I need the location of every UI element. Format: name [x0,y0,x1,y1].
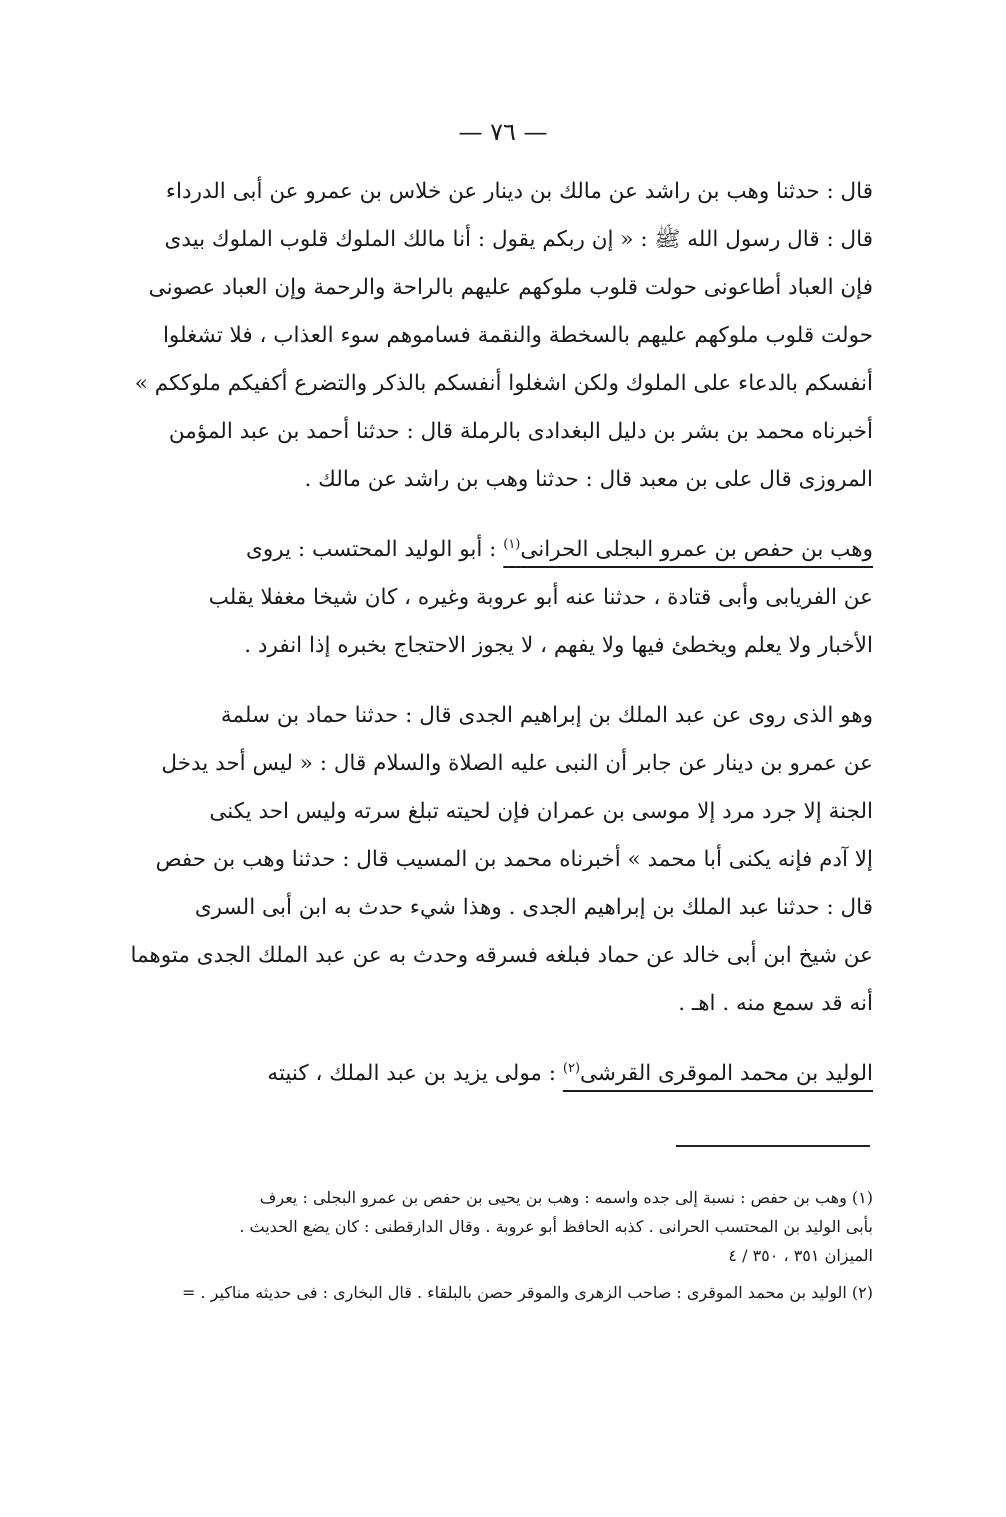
entry-heading-line [128,1050,873,1098]
text-line: وهو الذى روى عن عبد الملك بن إبراهيم الجدى قال : حدثنا حماد بن سلمة [220,703,873,728]
footnote-line: الميزان ٣٥١ ، ٣٥٠ / ٤ [728,1246,873,1265]
entry-name: الوليد بن محمد الموقرى القرشى$^{(٢)}$ [562,1060,873,1086]
footnote-marker: (١) [503,536,521,552]
entry-heading-rest: : مولى يزيد بن عبد الملك ، كنيته [267,1061,557,1086]
footnote-separator [676,1145,870,1147]
footnote-line: بأبى الوليد بن المحتسب الحرانى . كذبه الحافظ أبو عروبة . وقال الدارقطنى : كان يضع الحديث . [239,1217,873,1236]
text-line: المروزى قال على بن معبد قال : حدثنا وهب بن راشد عن مالك . [304,467,873,492]
text-line: أخبرناه محمد بن بشر بن دليل البغدادى بالرملة قال : حدثنا أحمد بن عبد المؤمن [168,419,873,444]
footnote-marker: (٢) [562,1060,581,1076]
main-text [128,168,873,1098]
text-line: عن شيخ ابن أبى خالد عن حماد فبلغه فسرقه وحدث به عن عبد الملك الجدى متوهما [130,943,873,968]
text-line: أنه قد سمع منه . اهـ . [678,991,873,1016]
text-line: أنفسكم بالدعاء على الملوك ولكن اشغلوا أنفسكم بالذكر والتضرع أكفيكم ملوككم » [134,371,873,396]
text-line: عن الفريابى وأبى قتادة ، حدثنا عنه أبو عروبة وغيره ، كان شيخا مغفلا يقلب [208,585,873,610]
entry-name: وهب بن حفص بن عمرو البجلى الحرانى$^{(١)}$ [503,536,873,562]
text-line: قال : حدثنا وهب بن راشد عن مالك بن دينار عن خلاس بن عمرو عن أبى الدرداء [165,179,873,204]
text-line: الجنة إلا جرد مرد إلا موسى بن عمران فإن لحيته تبلغ سرته وليس احد يكنى [209,799,873,824]
entry-heading-rest: : أبو الوليد المحتسب : يروى [246,537,497,562]
text-line: فإن العباد أطاعونى حولت قلوب ملوكهم عليهم بالراحة والرحمة وإن العباد عصونى [148,275,873,300]
footnotes [128,1183,873,1307]
footnote-line: (١) وهب بن حفص : نسبة إلى جده واسمه : وهب بن يحيى بن حفص بن عمرو البجلى : يعرف [259,1188,873,1207]
entry-heading-line [128,526,873,574]
text-line: إلا آدم فإنه يكنى أبا محمد » أخبرناه محمد بن المسيب قال : حدثنا وهب بن حفص [155,847,873,872]
page-number: — ٧٦ — [458,118,548,146]
text-line: حولت قلوب ملوكهم عليهم بالسخطة والنقمة فساموهم سوء العذاب ، فلا تشغلوا [162,323,873,348]
text-line: قال : حدثنا عبد الملك بن إبراهيم الجدى . وهذا شيء حدث به ابن أبى السرى [194,895,873,920]
footnote-line: (٢) الوليد بن محمد الموقرى : صاحب الزهرى والموقر حصن بالبلقاء . قال البخارى : فى حديثه مناكير . = [181,1283,873,1302]
text-line: قال : قال رسول الله ﷺ : « إن ربكم يقول : أنا مالك الملوك قلوب الملوك بيدى [164,227,873,252]
text-line: عن عمرو بن دينار عن جابر أن النبى عليه الصلاة والسلام قال : « ليس أحد يدخل [161,751,873,776]
text-line: الأخبار ولا يعلم ويخطئ فيها ولا يفهم ، لا يجوز الاحتجاج بخبره إذا انفرد . [244,633,873,658]
